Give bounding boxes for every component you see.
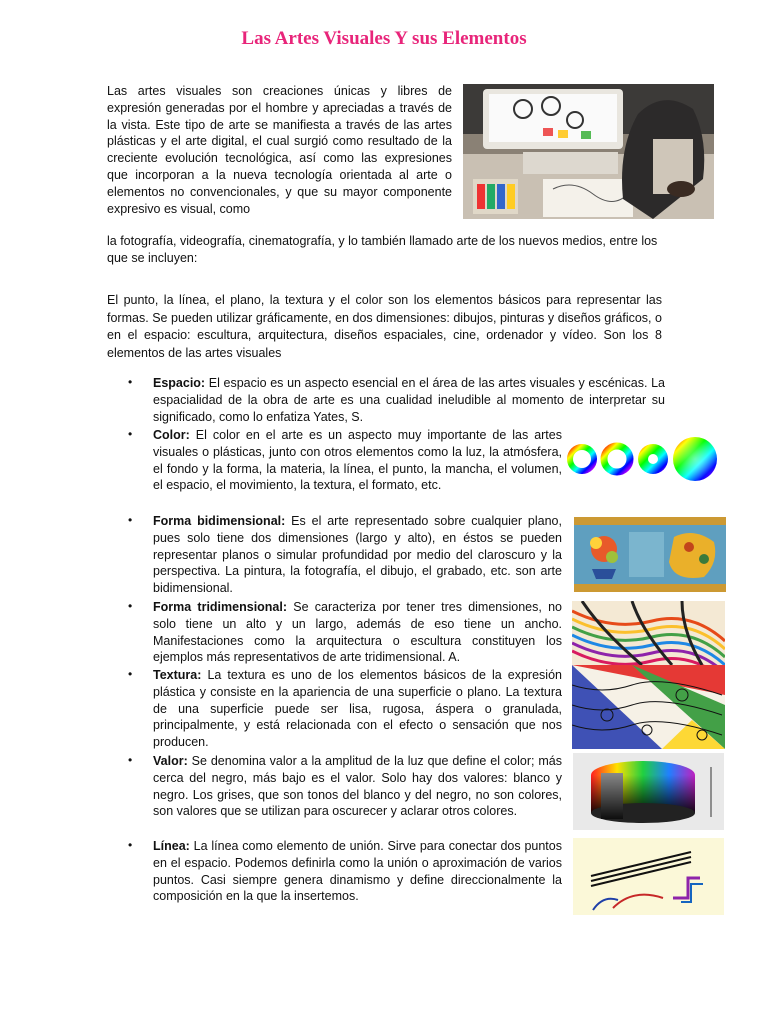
term-label: Forma tridimensional: bbox=[153, 600, 288, 614]
term-description: La textura es uno de los elementos básicos de la expresión plástica y consiste en la apariencia de una superficie o plano. La textura de una superficie puede ser lisa, rugosa, áspera o granulada, principalmente, y está relacionada con el efecto o sensación que nos producen. bbox=[153, 668, 562, 750]
list-item-espacio bbox=[128, 375, 665, 425]
bullet-icon: • bbox=[128, 838, 133, 852]
bullet-icon: • bbox=[128, 599, 133, 613]
list-item-textura bbox=[128, 667, 562, 751]
term-label: Textura: bbox=[153, 668, 202, 682]
three-dimensional-art bbox=[572, 601, 725, 665]
line-examples-image bbox=[573, 838, 724, 915]
term-description: El color en el arte es un aspecto muy importante de las artes visuales o plásticas, junto con otros elementos como la luz, la atmósfera, el fondo y la forma, la materia, la línea, el punto, la mancha, el volumen, el espacio, el movimiento, la textura, el formato, etc. bbox=[153, 428, 562, 493]
artist-desk-photo bbox=[463, 84, 714, 219]
list-item-valor bbox=[128, 753, 562, 820]
bullet-icon: • bbox=[128, 375, 133, 389]
term-label: Color: bbox=[153, 428, 190, 442]
term-description: Se denomina valor a la amplitud de la luz que define el color; más cerca del negro, más bajo es el valor. Solo hay dos valores: blanco y negro. Los grises, que son tonos del blanco y del negro, no son colores, son valores que se utilizan para oscurecer y aclarar otros colores. bbox=[153, 754, 562, 819]
list-item-linea bbox=[128, 838, 562, 905]
elements-paragraph: El punto, la línea, el plano, la textura y el color son los elementos básicos para representar las formas. Se pueden utilizar gráficamente, en dos dimensiones: dibujos, pinturas y diseños gráficos, o en el espacio: escultura, arquitectura, diseños espaciales, cine, ordenador y vídeo. Son los 8 elementos de las artes visuales bbox=[107, 293, 662, 360]
list-item-forma-tridimensional bbox=[128, 599, 562, 666]
term-label: Valor: bbox=[153, 754, 188, 768]
term-label: Línea: bbox=[153, 839, 190, 853]
term-description: Es el arte representado sobre cualquier plano, pues solo tiene dos dimensiones (largo y alto), en éstos se pueden representar planos o simular profundidad por medio del claroscuro y la perspectiva. La pintura, la fotografía, el dibujo, el grabado, etc. son arte bidimensional. bbox=[153, 514, 562, 596]
term-description: Se caracteriza por tener tres dimensiones, no solo tiene un alto y un largo, además de eso tiene un ancho. Manifestaciones como la arquitectura o escultura constituyen los ejemplos más representativos de arte tridimensional. A. bbox=[153, 600, 562, 665]
bullet-icon: • bbox=[128, 427, 133, 441]
term-label: Forma bidimensional: bbox=[153, 514, 286, 528]
bullet-icon: • bbox=[128, 513, 133, 527]
term-label: Espacio: bbox=[153, 376, 206, 390]
term-description: La línea como elemento de unión. Sirve para conectar dos puntos en el espacio. Podemos definirla como la unión o aproximación de varios puntos. Casi siempre genera dinamismo y define direccionalmente la composición en la que la insertemos. bbox=[153, 839, 562, 904]
intro-continuation: la fotografía, videografía, cinematografía, y lo también llamado arte de los nuevos medios, entre los que se incluyen: bbox=[107, 234, 658, 265]
page-title: Las Artes Visuales Y sus Elementos bbox=[241, 28, 527, 49]
intro-paragraph: Las artes visuales son creaciones únicas y libres de expresión generadas por el hombre y apreciadas a través de la vista. Este tipo de arte se manifiesta a través de las artes plásticas y el arte digital, el cual surgió como resultado de la creciente evolución tecnológica, así como las expresiones que incorporan a la nueva tecnología orientada al arte o elementos no convencionales, y que su mayor componente expresivo es visual, como bbox=[107, 84, 452, 216]
two-dimensional-painting bbox=[574, 517, 726, 592]
bullet-icon: • bbox=[128, 753, 133, 767]
list-item-color bbox=[128, 427, 562, 494]
color-value-diagram bbox=[573, 753, 724, 830]
texture-drawing bbox=[572, 665, 725, 749]
list-item-forma-bidimensional bbox=[128, 513, 562, 597]
color-wheels-image bbox=[566, 426, 722, 494]
term-description: El espacio es un aspecto esencial en el área de las artes visuales y escénicas. La espacialidad de la obra de arte es una cualidad ineludible al momento de interpretar su significado, como lo enfatiza Yates, S. bbox=[153, 376, 665, 424]
bullet-icon: • bbox=[128, 667, 133, 681]
